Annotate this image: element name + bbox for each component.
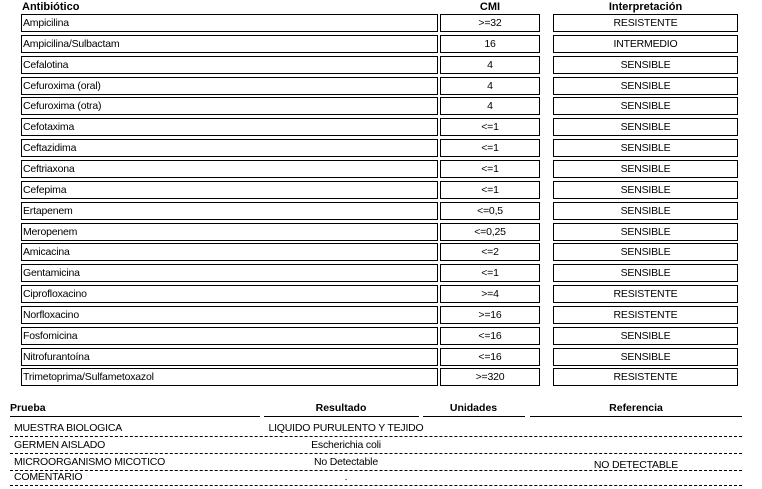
antibiotic-name-cell: Meropenem [21,223,438,241]
antibiotic-name-cell: Amicacina [21,243,438,261]
cmi-value-cell: <=1 [440,264,540,282]
cmi-value-cell: <=0,25 [440,223,540,241]
antibiotic-name-cell: Cefuroxima (oral) [21,77,438,95]
cmi-value-cell: <=2 [440,243,540,261]
result-value-cell: Escherichia coli [311,439,381,451]
test-name-cell: GERMEN AISLADO [14,439,106,451]
cmi-column-header: CMI [479,1,501,13]
cmi-value-cell: 4 [440,56,540,74]
cmi-value-cell: <=16 [440,348,540,366]
antibiotic-name-cell: Cefepima [21,181,438,199]
interpretation-cell: SENSIBLE [553,160,738,178]
units-column-header: Unidades [449,402,498,414]
interpretation-cell: RESISTENTE [553,368,738,386]
antibiotic-name-cell: Nitrofurantoína [21,348,438,366]
cmi-value-cell: 4 [440,77,540,95]
row-divider [10,485,742,486]
interpretation-column-header: Interpretación [608,1,683,13]
antibiotic-name-cell: Ampicilina/Sulbactam [21,35,438,53]
cmi-value-cell: >=16 [440,306,540,324]
interpretation-cell: RESISTENTE [553,14,738,32]
row-divider [10,453,742,454]
interpretation-cell: SENSIBLE [553,243,738,261]
antibiotic-name-cell: Ampicilina [21,14,438,32]
interpretation-cell: SENSIBLE [553,348,738,366]
header-underline [423,416,525,417]
antibiotic-name-cell: Ciprofloxacino [21,285,438,303]
interpretation-cell: INTERMEDIO [553,35,738,53]
interpretation-cell: SENSIBLE [553,118,738,136]
interpretation-cell: SENSIBLE [553,223,738,241]
result-column-header: Resultado [315,402,367,414]
antibiotic-name-cell: Cefotaxima [21,118,438,136]
interpretation-cell: SENSIBLE [553,264,738,282]
antibiotic-name-cell: Ceftazidima [21,139,438,157]
interpretation-cell: SENSIBLE [553,56,738,74]
header-underline [530,416,742,417]
antibiotic-name-cell: Ertapenem [21,202,438,220]
cmi-value-cell: <=0,5 [440,202,540,220]
interpretation-cell: SENSIBLE [553,77,738,95]
cmi-value-cell: <=16 [440,327,540,345]
interpretation-cell: SENSIBLE [553,139,738,157]
reference-column-header: Referencia [609,402,663,414]
cmi-value-cell: >=4 [440,285,540,303]
antibiotic-name-cell: Cefuroxima (otra) [21,97,438,115]
cmi-value-cell: <=1 [440,160,540,178]
test-name-cell: MUESTRA BIOLOGICA [14,422,123,434]
antibiotic-column-header: Antibiótico [22,1,80,13]
antibiotic-name-cell: Fosfomicina [21,327,438,345]
test-column-header: Prueba [10,402,46,414]
header-underline [264,416,419,417]
test-name-cell: COMENTARIO [14,471,83,483]
cmi-value-cell: <=1 [440,139,540,157]
antibiotic-name-cell: Ceftriaxona [21,160,438,178]
antibiotic-name-cell: Gentamicina [21,264,438,282]
interpretation-cell: RESISTENTE [553,306,738,324]
result-value-cell: No Detectable [314,456,378,468]
interpretation-cell: SENSIBLE [553,181,738,199]
interpretation-cell: RESISTENTE [553,285,738,303]
cmi-value-cell: 4 [440,97,540,115]
cmi-value-cell: >=32 [440,14,540,32]
antibiotic-name-cell: Trimetoprima/Sulfametoxazol [21,368,438,386]
antibiotic-name-cell: Norfloxacino [21,306,438,324]
result-value-cell: . [344,471,348,483]
interpretation-cell: SENSIBLE [553,327,738,345]
cmi-value-cell: >=320 [440,368,540,386]
cmi-value-cell: <=1 [440,118,540,136]
interpretation-cell: SENSIBLE [553,97,738,115]
antibiotic-name-cell: Cefalotina [21,56,438,74]
interpretation-cell: SENSIBLE [553,202,738,220]
row-divider [10,436,742,437]
reference-value-cell: NO DETECTABLE [593,459,679,471]
header-underline [10,416,260,417]
result-value-cell: LIQUIDO PURULENTO Y TEJIDO [268,422,424,434]
test-name-cell: MICROORGANISMO MICOTICO [14,456,166,468]
cmi-value-cell: 16 [440,35,540,53]
cmi-value-cell: <=1 [440,181,540,199]
